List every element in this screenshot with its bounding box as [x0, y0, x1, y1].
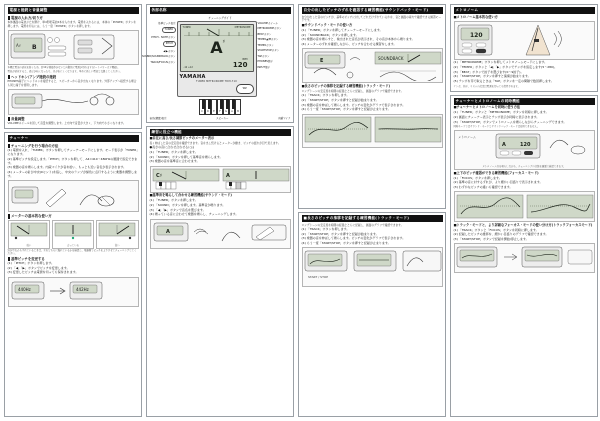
- soundback-illustration-1: [304, 51, 372, 81]
- subsection-title-track-mode: ■長さのピッチの推移を記録する練習機能(トラック・モード): [301, 83, 390, 88]
- section-title-power: 電源と接続と音量調整: [8, 7, 139, 14]
- label-left-right-button: ◀/▶ボタン: [163, 49, 176, 53]
- focus-mode-step-2: (2) 基準の音に対するずれが、より細かい目盛りで表示されます。: [453, 180, 543, 185]
- svg-text:440Hz: 440Hz: [18, 287, 31, 293]
- section-title-metronome: メトロノーム: [454, 7, 595, 14]
- figure-sound-mode: [150, 219, 291, 249]
- device-left-labels: [142, 21, 176, 64]
- black-key-2: [208, 99, 211, 109]
- section-title-simultaneous: チューナーとメトロノームの同時機能: [454, 98, 595, 105]
- page-columns: [4, 4, 596, 417]
- tuning-step-4: (4) メーターの針が中央(0セント)を指し、中央のランプが緑色に点灯するように楽器を調整します。: [7, 170, 137, 179]
- svg-text:A♯: A♯: [16, 43, 21, 49]
- meter-high-caption: 高い: [114, 244, 120, 248]
- subsection-title-power-onoff: 電源の入れ方/切り方: [8, 16, 139, 20]
- svg-text:B: B: [32, 44, 37, 52]
- track-mode-step-1: (1) 「TRACK」ボタンを押します。: [301, 93, 350, 98]
- keyboard-indication-ok: [222, 168, 290, 190]
- soundback-step-3: (3) 楽器の音を鳴らすと、検出された音名が表示され、その音が本体から鳴ります。: [301, 37, 415, 42]
- subsection-title-focus-mode: ■上下のピッチ確認ができる練習機能(フォーカス・モード): [453, 170, 539, 175]
- simultaneous-step-3: (3) 「START/STOP」ボタンでメトロノームを鳴らしながらチューニングできます。: [453, 119, 567, 124]
- subsection-title-meter-basics: メーターの基本的な使い方: [8, 214, 139, 218]
- soundback-step-4: (4) メーターのずれを確認しながら、ピッチを合わせる練習をします。: [301, 41, 397, 46]
- svg-text:120: 120: [470, 32, 483, 40]
- long-meter-item-4: (3) 楽器の音を基準音に合わせます。: [149, 159, 200, 164]
- black-key-3: [220, 99, 223, 109]
- label-tempo-updown-button: TEMPO▲/▼ボタン: [257, 38, 279, 41]
- track-mode-step-3: (3) 楽器の音を伸ばして鳴らします。ピッチの変化がグラフで表示されます。: [301, 102, 406, 107]
- figure-metronome-device: [454, 21, 595, 60]
- device-model: TUNER METRONOME TDM-710: [196, 79, 237, 83]
- section-title-practice: 練習に役立つ機能: [150, 129, 291, 136]
- column-1: [4, 4, 142, 417]
- label-input-jack: INPUT端子: [257, 65, 270, 69]
- meter-note: 針が中央からずれているときは、左右どちらに振れているかを確認し、楽器側でピッチを上下させてチューニングしてください。: [7, 249, 137, 256]
- subsection-title-sound-mode: ■基準音を鳴らして合わせる練習機能(サウンド・モード): [149, 193, 232, 198]
- svg-text:120: 120: [520, 142, 531, 149]
- trackfocus-illustration: [456, 246, 594, 270]
- metronome-step-3: (3) 「BEAT」ボタンで拍子を選びます(0〜9拍子)。: [453, 69, 524, 74]
- track-mode-steps: [302, 94, 443, 112]
- label-volume-wheel: VOLUMEホイール: [257, 21, 278, 25]
- subsection-title-trackfocus-mode: ■トラック・モードと、より詳細なフォーカス・モードの使い分け方(トラックフォーカスモード): [453, 222, 593, 227]
- black-key-5: [232, 99, 235, 109]
- figure-instrument: [8, 180, 139, 212]
- section-parts: [142, 4, 294, 123]
- track-mode-body: ロングトーンの安定度を時間の経過とともに記録し、画面のグラフで確認できます。: [301, 88, 404, 93]
- label-sound-button: SOUND/SOUNDBACKボタン: [142, 55, 176, 58]
- key-label-e: E: [213, 110, 215, 113]
- figure-trackfocus-mode: [454, 243, 595, 273]
- focus-mode-step-1: (1) 「FOCUS」ボタンを押します。: [453, 175, 502, 180]
- meter-ok-icon: [54, 222, 92, 242]
- subsection-title-soundback-usage: ■サウンドバック・モードの使い方: [301, 23, 353, 27]
- meter-ok-caption: 合っている: [67, 244, 79, 248]
- long-meter-body: 長く伸ばした音の安定度を確認できます。音を出し続けるとメーターが動き、ピッチの揺れが目で見えます。: [149, 140, 281, 145]
- column-2: [142, 4, 294, 417]
- focus-mode-step-3: (3) わずかなピッチの違いも確認できます。: [453, 184, 513, 189]
- subsection-title-simultaneous-usage: ■チューナーとメトロノームを同時に使う方法: [453, 105, 521, 110]
- section-title-tuner: チューナー: [8, 135, 139, 142]
- soundback-step-2: (2) 「SOUNDBACK」ボタンを押します。: [301, 32, 359, 37]
- key-label-d: D: [207, 110, 209, 113]
- section-track-detail: [298, 212, 446, 417]
- track-mode-graph: [304, 116, 442, 144]
- subsection-title-headphones: ヘッドホン/アンプ接続の接続: [8, 75, 139, 79]
- track-detail-step-2: (2) 「START/STOP」ボタンを押すと記録が始まります。: [301, 231, 379, 236]
- key-label-g: G: [225, 110, 227, 113]
- meter-figure-low: [8, 220, 51, 250]
- battery-illustration: [10, 32, 70, 62]
- long-meter-item-3: (2) 「SOUND」ボタンを押して基準音を鳴らします。: [149, 154, 223, 159]
- section-tuner: [4, 132, 142, 417]
- subsection-title-tuning-method: チューニングを行う場合の方法: [8, 144, 139, 148]
- label-pitch-note-button: PITCH・NOTEボタン: [151, 35, 176, 39]
- subsection-title-long-meter: ■自在に高さ/長さ調節ピッチのメーター表示: [149, 136, 215, 140]
- key-label-f: F: [219, 110, 221, 113]
- power-note-1: 電池が消耗すると、表示が暗くなったり、音が出にくくなります。早めに新しい電池と交換してください。: [7, 70, 123, 74]
- simultaneous-steps: [454, 111, 595, 124]
- meter-high-icon: [98, 222, 136, 242]
- figure-battery: [8, 30, 139, 65]
- subsection-title-volume: 音量調整: [8, 117, 139, 121]
- battery-door-illustration: [72, 32, 132, 62]
- figure-headphones: [8, 89, 139, 115]
- figure-simultaneous: [454, 130, 595, 171]
- svg-text:メトロノーム: メトロノーム: [458, 135, 476, 140]
- figure-track-detail: [302, 247, 443, 287]
- simultaneous-figure-caption: メトロノーム音を鳴らしながら、チューニングの状態を画面で確認できます。: [482, 164, 566, 168]
- column-4: [450, 4, 598, 417]
- key-label-c: C: [201, 110, 203, 113]
- trackfocus-steps: [454, 229, 595, 242]
- long-meter-item-2: (1) 「TUNER」ボタンを押します。: [149, 150, 198, 155]
- section-title-parts: 各部名称: [150, 7, 291, 14]
- black-key-4: [226, 99, 229, 109]
- trackfocus-step-1: (1) 「TRACK」ボタンと「FOCUS」ボタンを同時に押します。: [453, 227, 539, 232]
- sound-mode-item-2: (2) 「SOUND」ボタンを押します。基準音が鳴ります。: [149, 202, 226, 207]
- section-title-soundback: 自分の出したピッチのずれを確認する練習機能(サウンドバック・モード): [302, 7, 443, 14]
- track-detail-step-3: (3) 楽器の音を伸ばして鳴らします。ピッチの変化がグラフで表示されます。: [301, 236, 406, 241]
- pitch-note-button[interactable]: PITCH: [163, 41, 175, 47]
- meter-low-icon: [10, 222, 48, 242]
- svg-text:E: E: [320, 57, 324, 64]
- change-pitch-step-1: (1) 「PITCH」ボタンを押します。: [7, 261, 55, 266]
- section-metronome: [450, 4, 598, 92]
- svg-text:A: A: [502, 142, 506, 149]
- tuning-steps: [8, 149, 139, 179]
- meter-figures: [8, 220, 139, 250]
- label-metronome-button: METRONOMEボタン: [257, 27, 282, 30]
- svg-text:A: A: [226, 173, 230, 180]
- white-key-b: [235, 99, 241, 115]
- section-title-track-detail: ■長さのピッチの推移を記録する練習機能(トラック・モード): [302, 215, 443, 222]
- sound-mode-illustration: [152, 221, 290, 245]
- figure-pitch-change: [8, 277, 139, 307]
- focus-mode-steps: [454, 177, 595, 190]
- lcd-mode-label: TUNER: [182, 25, 191, 29]
- track-detail-illustration: [304, 250, 442, 284]
- lcd-note-value: A: [210, 37, 223, 57]
- sound-mode-item-3: (3) 「◀」「▶」ボタンで音名を選びます。: [149, 207, 206, 212]
- svg-text:SOUNDBACK: SOUNDBACK: [378, 55, 404, 61]
- long-meter-item-1: ●長さの音に合わせ合わせるには: [149, 145, 195, 150]
- metronome-steps: [454, 61, 595, 84]
- headphones-body: PHONES端子にヘッドホンを接続すると、スピーカーから音が出なくなります。外部アンプへ接続する場合も同じ端子を使用します。: [7, 79, 137, 87]
- volume-body: VOLUMEホイールを回して音量を調整します。上方向で音量が大きく、下方向で小さくなります。: [7, 120, 126, 125]
- headphone-connection-illustration: [10, 91, 138, 111]
- subsection-title-metronome-basic: ■メトロノーム基本的な使い方: [453, 14, 498, 19]
- label-startstop-button: STARTSTOPボタン: [257, 49, 280, 52]
- instrument-mic-illustration: [10, 183, 138, 209]
- track-mode-step-4: (4) もう一度「START/STOP」ボタンを押すと記録が止まります。: [301, 107, 391, 112]
- sound-mode-item-4: (4) 鳴っている音に合わせて楽器を鳴らし、チューニングします。: [149, 212, 239, 217]
- power-onoff-body: 本体裏面の電池ぶたを開け、単4形乾電池2本を入れます。電源を入れるには、本体の「POWER」ボタンを押します。電源を切るには、もう一度「POWER」ボタンを押します。: [7, 20, 137, 28]
- label-speaker: スピーカー: [216, 116, 229, 120]
- device-brand: YAMAHA: [179, 73, 206, 80]
- pitch-change-illustration: [10, 279, 138, 303]
- lcd-cent-scale: -12 +12: [183, 65, 193, 69]
- trackfocus-step-2: (2) 記録したピッチの推移を、細かい目盛りのグラフで確認できます。: [453, 232, 549, 237]
- section-simultaneous: [450, 95, 598, 417]
- figure-track-mode: [302, 114, 443, 148]
- lcd-bpm-unit: BPM: [242, 57, 248, 61]
- label-keyboard-display: 音名(鍵盤)表示: [149, 116, 167, 120]
- svg-text:442Hz: 442Hz: [76, 287, 89, 293]
- column-3: [298, 4, 446, 417]
- figure-soundback: [302, 48, 443, 83]
- label-pitch-display: 基準ピッチ表示: [158, 21, 176, 25]
- device-lcd: [180, 24, 254, 72]
- soundback-body: 自分が出した音のピッチが、基準のピッチに対してどれだけずれているかを、音と画面の両方で確認できる練習モードです。: [301, 14, 441, 22]
- key-label-b: B: [237, 110, 239, 113]
- change-pitch-step-3: (3) 変更したピッチは電源を切っても保持されます。: [7, 270, 79, 275]
- metronome-step-2: (2) 「TEMPO」ボタンと「◀」「▶」ボタンでテンポを設定します(5〜280)。: [453, 65, 558, 70]
- metronome-device-illustration: [456, 23, 496, 57]
- label-track-focus-button: TRACK/FOCUSボタン: [150, 60, 176, 64]
- lcd-needle-scale: [181, 27, 254, 36]
- label-tempo-button: TEMPOボタン: [257, 43, 274, 47]
- keyboard-display: [150, 99, 291, 115]
- soundback-step-1: (1) 「TUNER」ボタンを押してチューナーモードにします。: [301, 27, 383, 32]
- tap-button[interactable]: TAP: [236, 84, 254, 94]
- key-label-a: A: [231, 110, 233, 113]
- black-key-1: [202, 99, 205, 109]
- svg-text:START / STOP: START / STOP: [308, 274, 329, 279]
- track-detail-step-4: (4) もう一度「START/STOP」ボタンを押すと記録が止まります。: [301, 241, 391, 246]
- track-detail-steps: [302, 228, 443, 246]
- change-pitch-steps: [8, 262, 139, 275]
- meter-figure-ok: [52, 220, 95, 250]
- tuning-step-2: (2) 基準ピッチを設定します。「PITCH」ボタンを押して、A4=410〜480Hzの範囲で設定できます。: [7, 156, 138, 165]
- keyboard-indication-low: [152, 168, 220, 190]
- section-header-spacer: [298, 4, 446, 209]
- tuning-step-1: (1) 電源を入れ、「TUNER」ボタンを押してチューナーモードにします。モード表示が「TUNER」になります。: [7, 148, 138, 157]
- tdm710-device: [177, 21, 257, 97]
- label-beat-button: BEATボタン: [257, 32, 272, 36]
- tuning-step-3: (3) 楽器の音を鳴らします。内蔵マイクが音を拾い、もっとも近い音名が表示されます。: [7, 165, 127, 170]
- metronome-note: テンポ、拍子、リズムの設定は電源を切っても保持されます。: [453, 84, 521, 88]
- section-power: [4, 4, 142, 129]
- simultaneous-illustration: [456, 132, 594, 162]
- subsection-title-change-pitch: 基準ピッチを変更する: [8, 257, 139, 261]
- change-pitch-step-2: (2) 「◀」「▶」ボタンでピッチを変更します。: [7, 265, 70, 270]
- simultaneous-step-2: (2) 画面にチューナー表示とテンポ表示が同時に表示されます。: [453, 114, 540, 119]
- lcd-sharp-sign: ♯: [222, 38, 225, 45]
- focus-graph-1: [456, 194, 524, 220]
- meter-figure-high: [96, 220, 139, 250]
- figure-keyboard-indication: [150, 166, 291, 193]
- tuning-guide-label: チューニングガイド: [208, 16, 232, 20]
- metronome-step-1: (1) 「METRONOME」ボタンを押してメトロノームモードにします。: [453, 60, 548, 65]
- lcd-bpm-value: 120: [232, 60, 248, 69]
- figure-focus-mode: [454, 191, 595, 222]
- label-internal-mic: 内蔵マイク: [278, 116, 291, 120]
- trackfocus-step-3: (3) 「START/STOP」ボタンで記録を開始/停止します。: [453, 237, 529, 242]
- section-practice: [146, 126, 294, 418]
- label-phones-jack: PHONES端子: [257, 60, 273, 63]
- metronome-step-4: (4) 「START/STOP」ボタンを押すと演奏が始まります。: [453, 74, 531, 79]
- track-detail-step-1: (1) 「TRACK」ボタンを押します。: [301, 227, 350, 231]
- power-note-0: 本機は電池の消耗を防ぐため、約10分間操作がないと自動的に電源が切れます(オートパワーオフ機能)。: [7, 66, 120, 70]
- svg-text:A: A: [166, 229, 170, 236]
- metronome-step-5: (5) テンポを耳で取るときは「TAP」ボタンを一定の間隔で数回押します。: [453, 79, 554, 84]
- tuner-button[interactable]: TUNER: [162, 27, 176, 33]
- long-meter-items: [150, 146, 291, 164]
- metronome-pendulum-illustration: [498, 23, 578, 57]
- soundback-steps: [302, 29, 443, 47]
- focus-graph-2: [526, 194, 594, 220]
- meter-low-caption: 低い: [26, 244, 32, 248]
- device-right-labels: [258, 21, 288, 69]
- sound-mode-items: [150, 199, 291, 217]
- simultaneous-step-1: (1) 「TUNER」ボタンと「METRONOME」ボタンを同時に押します。: [453, 110, 549, 115]
- svg-text:C♯: C♯: [156, 173, 163, 180]
- device-diagram: [142, 21, 291, 97]
- track-mode-step-2: (2) 「START/STOP」ボタンを押すと記録が始まります。: [301, 97, 379, 102]
- lcd-metronome-label: METRONOME: [234, 25, 251, 29]
- simultaneous-note: 同時モードではサウンド・モードとサウンドバック・モードは使用できません。: [453, 125, 540, 129]
- label-tap-button: TAPボタン: [257, 54, 270, 58]
- soundback-illustration-2: [374, 51, 442, 81]
- track-detail-body: ロングトーンの安定度を時間の経過とともに記録し、画面のグラフで確認できます。: [301, 222, 404, 227]
- sound-mode-item-1: (1) 「TUNER」ボタンを押します。: [149, 198, 198, 203]
